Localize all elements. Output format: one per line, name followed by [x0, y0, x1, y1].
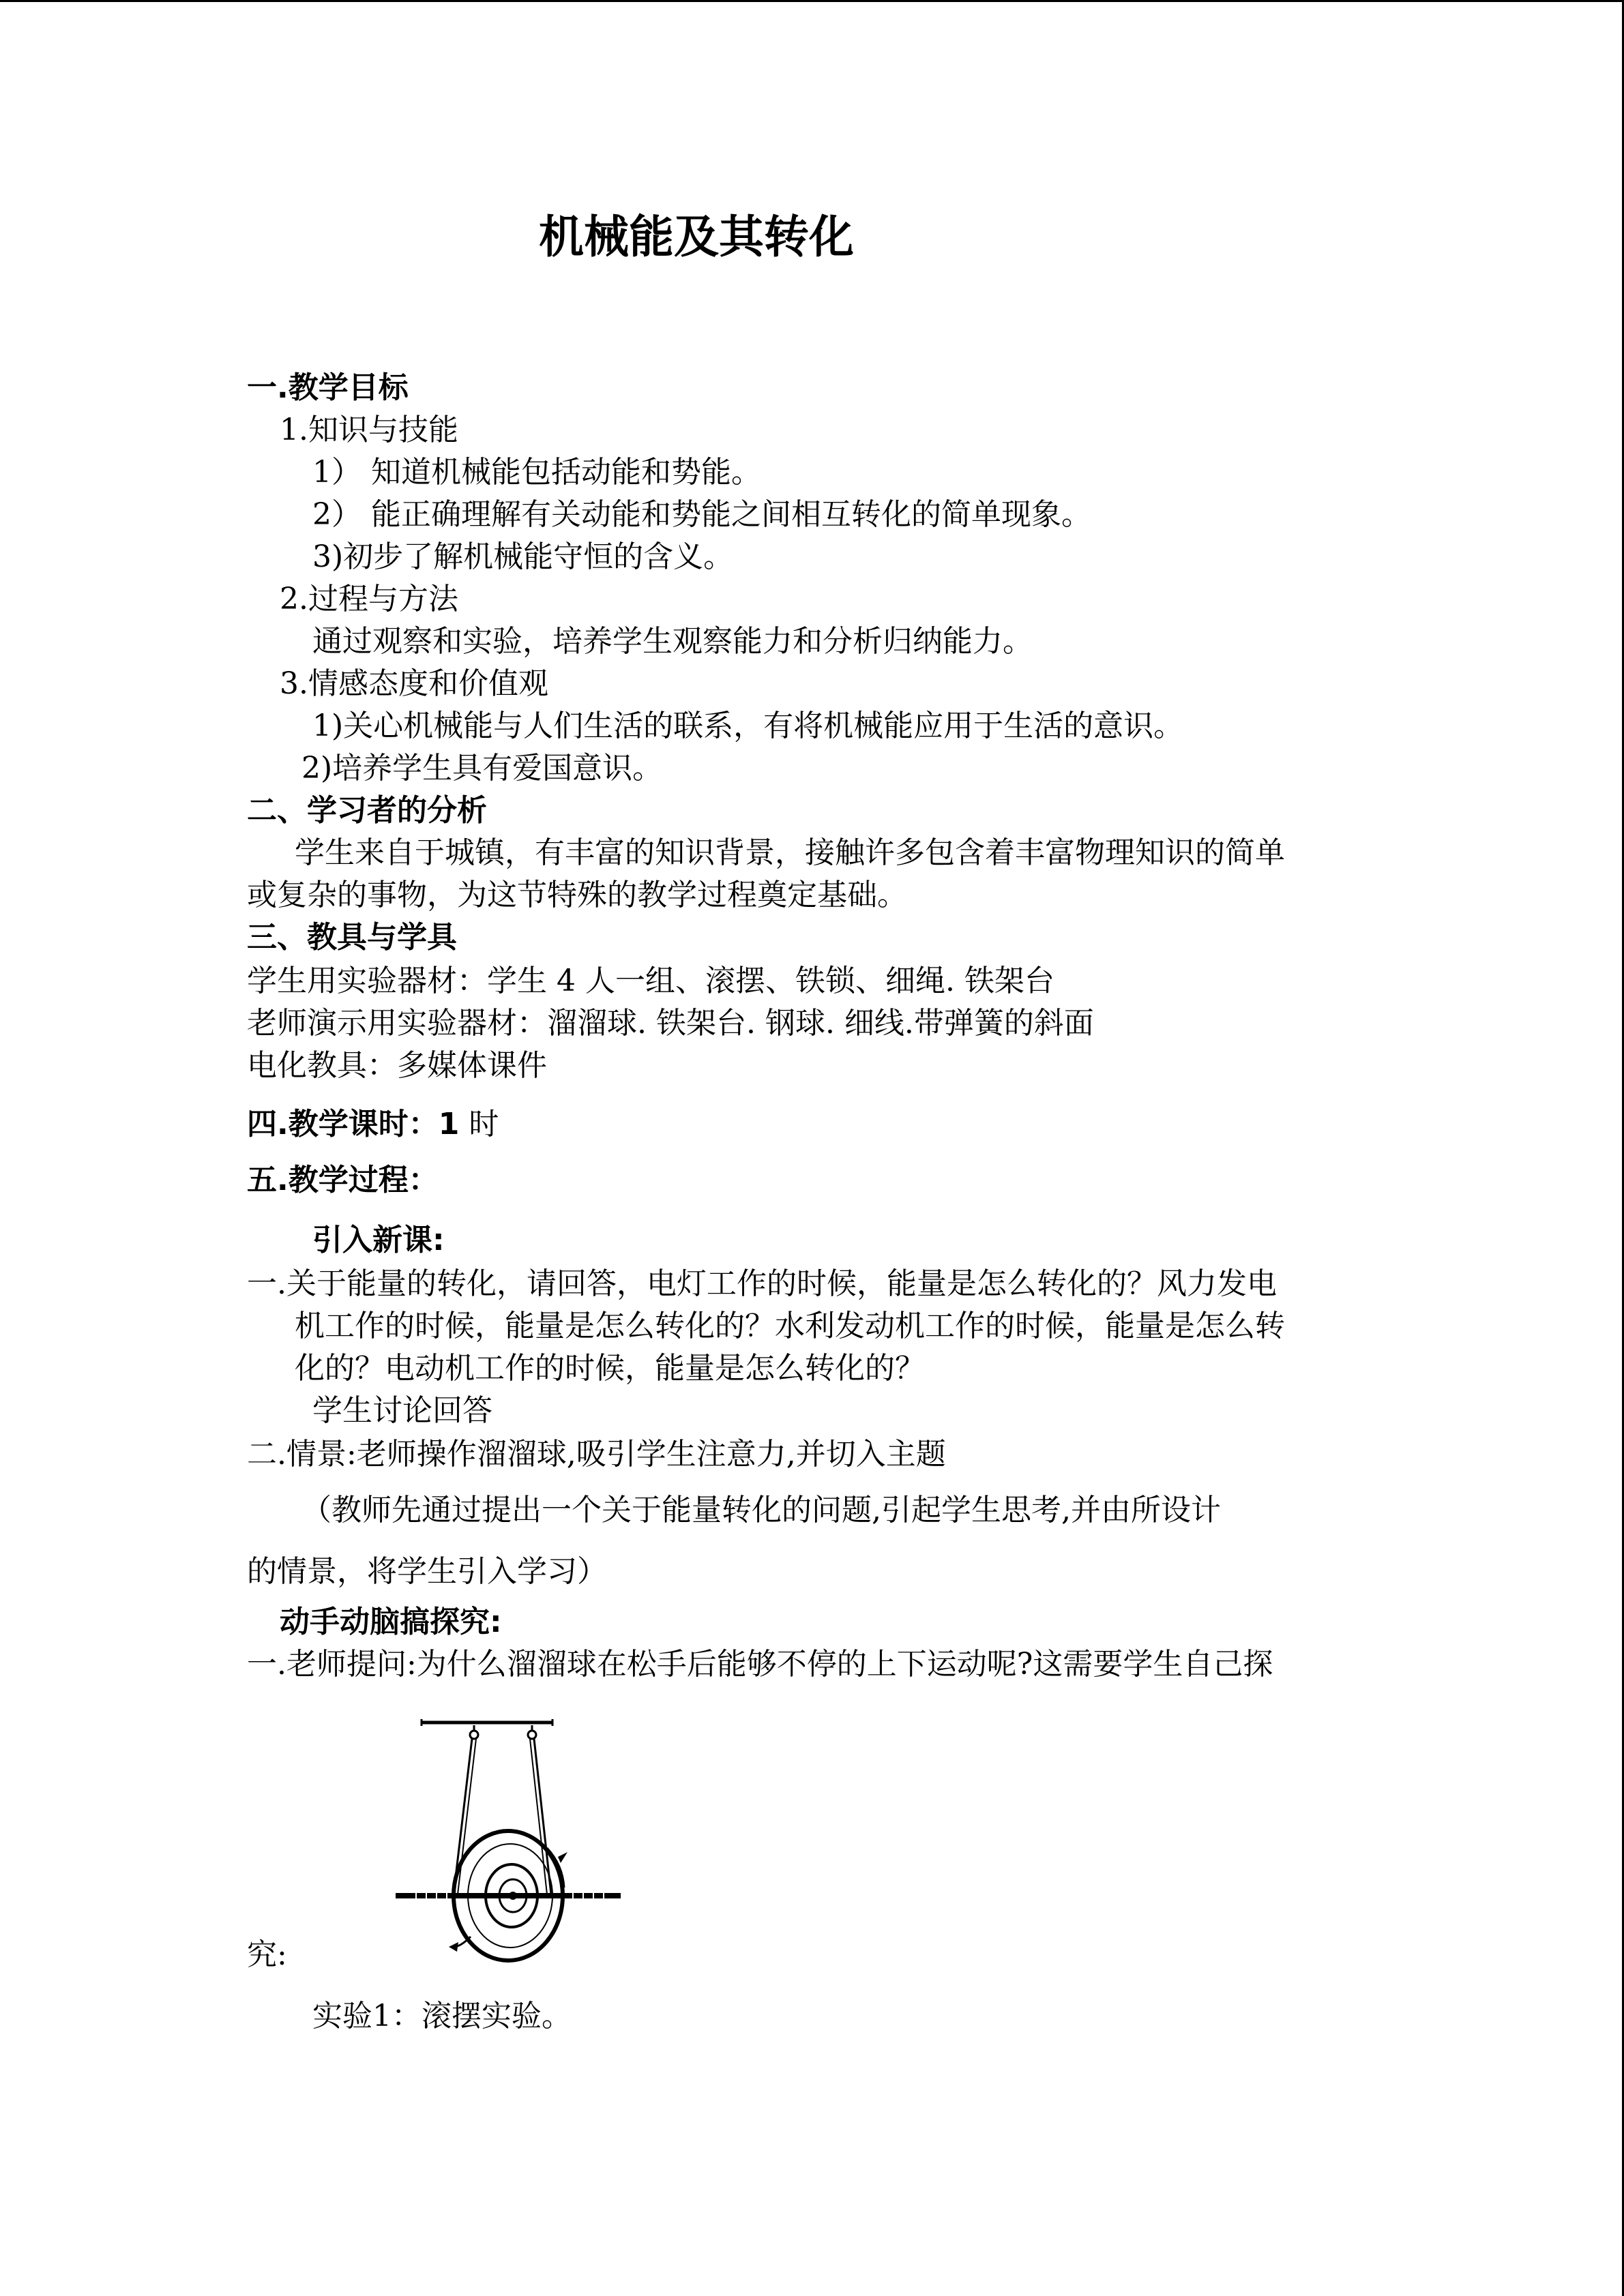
paragraph: 老师演示用实验器材：溜溜球. 铁架台. 钢球. 细线.带弹簧的斜面 [247, 1006, 1094, 1041]
axle [396, 1890, 621, 1901]
section-1-heading: 一.教学目标 [247, 370, 409, 405]
paragraph: 一.老师提问:为什么溜溜球在松手后能够不停的上下运动呢?这需要学生自己探 [247, 1647, 1273, 1682]
paragraph: 化的？电动机工作的时候，能量是怎么转化的？ [295, 1351, 925, 1386]
paragraph: 学生来自于城镇，有丰富的知识背景，接触许多包含着丰富物理知识的简单 [295, 835, 1285, 870]
paragraph: 学生讨论回答 [312, 1393, 492, 1428]
paragraph: 通过观察和实验，培养学生观察能力和分析归纳能力。 [312, 624, 1033, 659]
subsection-attitude: 3.情感态度和价值观 [280, 666, 548, 701]
paragraph: 一.关于能量的转化，请回答，电灯工作的时候，能量是怎么转化的？风力发电 [247, 1266, 1277, 1301]
paragraph-continued: 究: [247, 1937, 287, 1972]
list-item: 2） 能正确理解有关动能和势能之间相互转化的简单现象。 [312, 497, 1091, 532]
paragraph: 电化教具：多媒体课件 [247, 1048, 547, 1083]
page-title: 机械能及其转化 [539, 211, 854, 263]
section-2-heading: 二、学习者的分析 [247, 793, 487, 828]
rolling-pendulum-figure [389, 1712, 628, 1964]
section-4-heading [247, 1105, 499, 1144]
paragraph: 机工作的时候，能量是怎么转化的？水利发动机工作的时候，能量是怎么转 [295, 1309, 1285, 1343]
paragraph: 学生用实验器材：学生 4 人一组、滚摆、铁锁、细绳. 铁架台 [247, 964, 1054, 998]
explore-heading: 动手动脑搞探究: [280, 1605, 502, 1639]
subsection-knowledge: 1.知识与技能 [280, 413, 458, 447]
hanging-strings [454, 1725, 551, 1894]
section-4-unit: 时 [459, 1107, 499, 1142]
page-border-top [0, 0, 1624, 2]
note-paragraph: 的情景，将学生引入学习） [247, 1554, 607, 1589]
subsection-process: 2.过程与方法 [280, 582, 458, 616]
section-5-heading: 五.教学过程： [247, 1163, 439, 1197]
paragraph: 或复杂的事物，为这节特殊的教学过程奠定基础。 [247, 878, 907, 912]
paragraph: 二.情景:老师操作溜溜球,吸引学生注意力,并切入主题 [247, 1437, 946, 1472]
experiment-1-label: 实验1：滚摆实验。 [312, 1999, 572, 2033]
list-item: 1)关心机械能与人们生活的联系，有将机械能应用于生活的意识。 [312, 709, 1184, 743]
note-paragraph: （教师先通过提出一个关于能量转化的问题,引起学生思考,并由所设计 [301, 1493, 1221, 1527]
top-bar [422, 1719, 552, 1726]
section-3-heading: 三、教具与学具 [247, 920, 457, 955]
list-item: 3)初步了解机械能守恒的含义。 [312, 539, 734, 574]
list-item: 1） 知道机械能包括动能和势能。 [312, 455, 761, 490]
section-4-number: 1 [438, 1107, 460, 1142]
list-item: 2)培养学生具有爱国意识。 [301, 751, 663, 786]
intro-heading: 引入新课: [312, 1223, 445, 1257]
section-4-label: 四.教学课时： [247, 1107, 439, 1142]
